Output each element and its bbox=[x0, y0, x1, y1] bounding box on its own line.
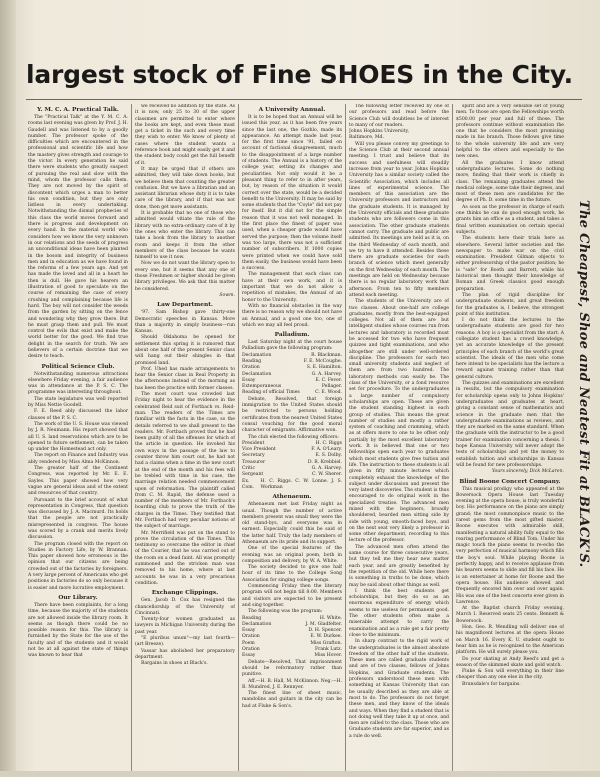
program-person: H. White. bbox=[319, 615, 342, 621]
program-item: Poem bbox=[242, 640, 255, 646]
program-item: Vice President bbox=[242, 447, 276, 453]
program-item: Declamation bbox=[242, 352, 272, 358]
article-paragraph: Aff.—H. B. Hall, M. McKinnon. Neg.—H. B. Mundred, J. E. Rennyer. bbox=[242, 678, 342, 690]
program-item: Sergeant bbox=[242, 472, 264, 478]
program-person: Pellager. bbox=[321, 384, 342, 390]
article-paragraph: This musical prodigy who appeared at the Bowersock Opera House last Tuesday evening at the opera house, is truly wonderful boy. His performance on the piano are simply grand; the most commonplace music to the rarest gems from the most gifted master, Boone executes with admirable skill, manifesting a natural ability fully equal to the rearing performance of Blind Tom. Under his magic touch the piano seems to re-echo the very perfection of musical harmony which fills the boy's soul. While playing Boone is perfectly happy, and to receive applause from his hearers seems to slide and fill his face. He is an entertainer at home for Boone and the opera house. His audience showed and frequently encored him over and over again. His was one of the best concerts ever given in Lawrence. bbox=[456, 486, 564, 605]
article-paragraph: The program closed with the report on Studies in Factory Life, by W. Brannan. This paper showed how erroneous is the opinion that our citizens are being crowded out of the factories by foreigners. A very large percent of Americans who get positions in factories do so only because it is easier and more lucrative employment. bbox=[28, 541, 128, 591]
program-person: E. C. Fever. bbox=[315, 377, 342, 383]
program-item: Essay bbox=[242, 377, 256, 383]
article-paragraph: Vassar has abolished her preparatory department. bbox=[135, 648, 235, 660]
article-paragraph: The following letter received by one of our professors and read before the Science Club will doubtless be of interest to many of our readers. bbox=[349, 104, 449, 128]
program-person: Miss Hover. bbox=[314, 653, 342, 659]
program-person: Miss Grafton. bbox=[310, 640, 342, 646]
article-paragraph: One of the special features of the evening was an original poem, both in composition and delivery, by W. A. White. bbox=[242, 546, 342, 564]
program-person: J. M. Gladfelter. bbox=[305, 621, 342, 627]
article-paragraph: Fluke & Son will everything in their line cheaper than any one else in the city. bbox=[456, 669, 564, 681]
article-headline: Athenaeum. bbox=[272, 494, 312, 501]
article-paragraph: Last Saturday night at the court house Palladium gave the following program: bbox=[242, 340, 342, 352]
side-ad-text: The Cheapest, Shoe and Neatest Fit at BLACK'S. bbox=[576, 200, 591, 568]
program-item: Baltimore, Md. bbox=[349, 135, 384, 141]
program-person: C. W. Sherer. bbox=[312, 472, 342, 478]
article-paragraph: The following was the program: bbox=[248, 609, 323, 615]
article-paragraph: The finest line of sheet music, mandolins and guitars in the city can be had at Fluke & Son's. bbox=[242, 691, 342, 709]
article-signature: Sowm. bbox=[219, 292, 235, 298]
article-paragraph: With no financial obstacles in the way there is no reason why we should not have an Annual, and a good one too, one of which we may all feel proud. bbox=[242, 303, 342, 328]
article-paragraph: Commencing Friday then the literary program will not begin till 8:00. Members and visitors are expected to be present and sing together. bbox=[242, 584, 342, 608]
article-paragraph: Now we do not want the library open to every one, but it seems that any one of those Freshmen or higher should be given library privileges. We ask that this matter be considered. bbox=[135, 261, 235, 292]
article-paragraph: Debate, Resolved, that foreign immigration to the United States should be restricted to persons holding certificates from the nearest United States consul vouching for the good moral character of emigrants. Affirmative won. bbox=[242, 396, 342, 434]
program-item: Essay bbox=[242, 628, 256, 634]
column-1 bbox=[28, 104, 128, 772]
column-3 bbox=[242, 104, 342, 772]
article-paragraph: I think the best students get scholarships, but they do so as an enormous expenditure of energy which seems to me useless for permanent good. The other students often make a miserable attempt to carry the examination and as a rule get a fair pretty close to the minimum. bbox=[349, 588, 449, 638]
program-person: H. C. Riggs bbox=[315, 440, 342, 446]
article-paragraph: F. E. Reed ably discussed the labor clauses of the P. S. C. bbox=[28, 409, 128, 421]
program-item: Ex. Com. bbox=[242, 478, 255, 490]
article-paragraph: Pursuant to the brief account of what representation in Congress, that question was discussed by J. A. Macmurd. Its holds that the people are not practically misrepresented in congress. The house was scored by a crank and merits lively discussion. bbox=[28, 497, 128, 541]
banner-text: largest stock of Fine SHOES in the City. bbox=[26, 60, 573, 89]
column-divider bbox=[452, 104, 453, 772]
column-4 bbox=[349, 104, 449, 772]
article-paragraph: The greater half of the Continent Congress, was reported by Mr. E. E. Sayles. This paper showed how very vague are general ideas and of the extent and resources of that country. bbox=[28, 466, 128, 497]
article-paragraph: The work of the U. S. House was viewed by J. R. Neumann. His report showed that all U. S. land reservations which are to be opened to future settlement, can be taken up under the Homestead act only. bbox=[28, 421, 128, 453]
article-headline: A University Annual. bbox=[258, 107, 326, 113]
article-paragraph: Notwithstanding numerous attractions elsewhere Friday evening, a fair audience was in attendance at the P. S. C. The programme was interesting throughout. bbox=[28, 371, 128, 396]
article-paragraph: Will you please convey my greetings to the Science Club at their second annual meeting. I trust and believe that its success and usefulness will steadily increase from year to year. Johns Hopkins University has a similar society called the Scientific Association, which includes all lines of experimental science. The members of this association are the University professors and instructors and the graduate students. It is managed by the University officials and these graduate students who are followers come in this association. The other graduate students cannot carry. The graduate and public are admitted. Its meetings are held as it is, on the third Wednesday of each month, and we try to have it attended. Besides these there are graduate societies for each branch of science which meet generally on the first Wednesday of each month. The meetings are held on Wednesday because there is no regular laboratory work that afternoon. From ten to fifty members attend each meeting. bbox=[349, 141, 449, 298]
program-person: C. E. Wood. bbox=[315, 390, 342, 396]
program-item: Extemporaneous bbox=[242, 384, 282, 390]
page-binding-edge bbox=[0, 0, 16, 777]
program-item: Oration bbox=[242, 647, 260, 653]
banner-rule bbox=[26, 99, 582, 100]
program-row bbox=[242, 479, 342, 492]
article-paragraph: All the graduates I know attend undergraduate lectures. Some do nothing more, finding that their work is chiefly in class. The remaining graduates attend the medical college, some take their degrees, and most of these men are candidates for the degree of Ph. D. some time in the future. bbox=[456, 160, 564, 204]
column-divider bbox=[131, 104, 132, 772]
article-paragraph: The students of the University are of two classes. About one-half are college graduates, mostly from the best-equipped colleges. Not all of them are but intelligent studies whose courses run from lectures and laboratory is recorded must be accessed for two who have frequent quizzes and tight examinations, and who altogether are still under well-ordered discipline. The professors for each two small university students and neglect of them are from two hundred. The laboratory methods can easily be. The class of the University, or a fond resource set for procedure. To the undergraduates a large number of compulsory scholarships are open. These are given the student standing highest in each group of studies. This means the great number of studies and mostly a rather system of coaching and cramming, which as at offers more to one to be offset only partially by the most excellent laboratory work. It is believed that one or two fellowships open each year to graduates which most students give free tuition and life. The instruction to these students is all given in fifty minute lectures which completely exhaust the knowledge of the subject under discussion and present the very latest discoveries. The student is thus encouraged to do original work in the specialized treatise. The advanced men mixed with the beginners, broadly shouldered, bearded men sitting side by side with young, smooth-faced boys, and on the next seat very likely a professor in some other department, recording to this lecture of the professor. bbox=[349, 299, 449, 544]
program-person: G. A. Harvey. bbox=[311, 466, 342, 472]
article-paragraph: The society decided to give one half hour of its time to the College Song Association for singing college songs. bbox=[242, 565, 342, 583]
side-ad-vertical bbox=[571, 200, 593, 620]
program-person: S. E. Hamilton. bbox=[306, 365, 342, 371]
program-person: E. S. Dolby. bbox=[315, 453, 342, 459]
article-paragraph: The club elected the following officers: bbox=[248, 434, 339, 440]
article-paragraph: Should Oklahoma be opened for settlement this spring it is rumored that about one half of the present Senior class will hang out their shingles in that promised land. bbox=[135, 335, 235, 366]
article-paragraph: Athenaeum met last Friday night as usual. Though the number of active members present was small they were the old stand-bys, and everyone was in earnest. Especially could this be said of the latter half. Truly the lady members of Athenaeum are its pride and its support. bbox=[242, 502, 342, 545]
article-paragraph: The advanced men often attend the same course for three consecutive years, but they tell me they hear new matter each year, and are greatly benefited by the repetition of the old. While here there is something in truths to be done, which may be said about other things as well. bbox=[349, 544, 449, 588]
article-paragraph: "E pluribus unum"—my last fourth— (art Breeze). bbox=[135, 636, 235, 648]
program-item: Oration bbox=[242, 365, 260, 371]
program-item: Essay bbox=[242, 653, 256, 659]
column-2 bbox=[135, 104, 235, 772]
article-paragraph: The moot court was crowded last Friday night to hear the evidence in the celebrated Reid suit of Fortbach vs. Reid-man. The readers of the Times are familiar with the facts in the case, so the details referred to we shall present to the readers. Mr. Fortbach proved that he had been guilty of all the offenses for which of the article in question. He invoked his own ways in the passage of the law to counter throw him court out, he had not had a claims when a time in the new court at the end of the month and his fees will be trebled with time in his case, the marriage relation needed commencement upon of reformation. The plaintiff called from C. M. Rapid, the defense used a number of the members of Mr. Fortbach's boarding club to prove the truth of the charges in the Times. They testified that Mr. Fortbach had very peculiar notions of the subject of marriage. bbox=[135, 392, 235, 530]
column-divider bbox=[238, 104, 239, 772]
article-paragraph: The plan of rigid discipline for undergraduate students, and great freedom for the graduates is, I believe, the strongest point of this institution. bbox=[456, 292, 564, 317]
program-item: Secretary bbox=[242, 453, 265, 459]
article-headline: Palladium. bbox=[274, 332, 310, 339]
article-paragraph: Hon. Geo. R. Wendling will deliver one of his magnificent lectures at the opera House on March 16. Every K. U. student ought to hear him as he is recognized to the American platform. He will surely please you. bbox=[456, 625, 564, 656]
article-paragraph: '97. Sam Bishop gave thirty-one Democratic speeches in Kansas. More than a majority in simply business—run Kansas. bbox=[135, 310, 235, 335]
program-item: Reading of official Times bbox=[242, 390, 300, 396]
program-person: H. C. Riggs. C. W. Lonne. J. S. Workman bbox=[260, 478, 342, 490]
column-divider bbox=[345, 104, 346, 772]
program-item: Oration bbox=[242, 634, 260, 640]
page-bottom-edge bbox=[0, 771, 600, 777]
program-item: Reading bbox=[242, 358, 262, 364]
article-paragraph: spirit and are a very sensible set of young men. To those are open the Fellowships worth $500.00 per year and full of those. The professors continue without examination the one that he considers the most promising made in his branch. Those fellows give time to the whole university life and are very helpful to the others and especially to the new ones. bbox=[456, 104, 564, 160]
article-paragraph: Twenty-four women graduated as lawyers in Michigan University during the past year. bbox=[135, 617, 235, 635]
article-paragraph: The students here their trials here as elsewhere. Several latter societies and the newspaper to make war on the civil examination. President Gilman objects to either professorship of the pastor position; he is "safe" for Booth and Barrett, while his historical men thought their knowledge of Roman and Greek classics good enough preparation. bbox=[456, 236, 564, 292]
article-paragraph: In sharp contrast to the rigid work of the undergraduates is the almost absolute freedom of the other half of the students. These men are called graduate students and are of two classes, fellows of Johns Hopkins, and Graduate students. The professors understood these men with something at Kansas University that can be usually described as they are able at most to do. The professors do not forget these men, and they know of the ideals and ways. When they find a student that is not doing well they take it up at once, and men are called to the class. Those who are Graduate students are far superior, and as a rule do well. bbox=[349, 639, 449, 739]
article-headline: Our Library. bbox=[58, 594, 98, 601]
program-item: Reading bbox=[242, 615, 262, 621]
article-headline: Blind Boone Concert Company. bbox=[459, 478, 561, 485]
shoe-ad-banner bbox=[26, 60, 582, 96]
article-paragraph: The report on Finance and Industry was ably rendered by Miss Alma McKinnon. bbox=[28, 453, 128, 465]
program-person: Frank Lutz. bbox=[314, 647, 342, 653]
article-paragraph: It is probable that no one of those who admitted would vitiate the rule of the library with no extra-ordinary care of it by the ones who enter the library. This can take a book from the library to another room and keeps it from the other members of the class because he wants himself to use it now. bbox=[135, 211, 235, 261]
article-paragraph: Mr. Merrifield was put on the stand to prove the circulation of the Times. This testimony so overcame the editor in chief of the Courier, that he was carried out of the room on a dead faint. All was promptly summoned and the stricken man was removed to his home, where at last accounts he was in a very precarious condition. bbox=[135, 530, 235, 586]
article-headline: Political Science Club. bbox=[41, 363, 115, 370]
article-headline: Exchange Clippings. bbox=[151, 590, 219, 597]
article-paragraph: At the Baptist church Friday evening, March 1. Reserved seats 25 cents. Bennett & Bowersock. bbox=[456, 606, 564, 624]
program-person: D. R. Krebbiel. bbox=[307, 459, 342, 465]
program-row bbox=[242, 390, 342, 396]
program-person: F. E. McCoughe. bbox=[303, 358, 342, 364]
program-person: E. W. Durkee. bbox=[310, 634, 342, 640]
article-paragraph: Bargains in shoes at Black's. bbox=[141, 661, 208, 667]
article-paragraph: There have been complaints, for a long time, because the majority of the students are not allowed inside the library room. It seems as though there could be no possible reason for this. The library is furnished by the State for the use of the faculty and of the students and it would not be at all against the state of things was known to hear that bbox=[28, 602, 128, 659]
article-paragraph: It is to be hoped that an Annual will be issued this year, as it has been five years since the last one, the Gozhlo, made its appearance. An attempt made last year, for the first time since '91, failed on account of factional disagreement, much to the disappointment of a large number of students. The Annual is a history of the college year, setting its changes and peculiarities. Not only would it be a pleasant thing to refer to in after years, but, by reason of the situation it would correct over the state, would be a decided benefit to the University. It may be said by some students that the "Coyle" did not pay for itself. But it did not for the simple reason that it was not well managed. In the first place the finest of paper was used, when a cheaper grade would have served the purpose; then the volume itself was too large, there was not a sufficient number of subscribers. If 1000 copies were printed when we could have sold them easily, the business would have been a success. bbox=[242, 115, 342, 272]
program-item: Declamation bbox=[242, 371, 272, 377]
program-item: Critic bbox=[242, 466, 256, 472]
article-paragraph: Prof. Uhed has made arrangements to hear the Senior class in Real Property in the afternoons instead of the morning as has been the practice with former classes. bbox=[135, 366, 235, 391]
article-paragraph: we received no addition by the state. As it is now, only 25 to 30 of the upper classmen are permitted to enter where the books are kept, and even these must get a ticket in the such and every time they wish to enter. We know of plenty of cases where the student wants a reference book and might easily get it and the student body could get the full benefit of it. bbox=[135, 104, 235, 166]
article-headline: Law Department. bbox=[157, 302, 213, 309]
article-signature: Yours sincerely, Dick McLaren. bbox=[491, 469, 564, 475]
article-paragraph: The state legislature was well reported by Miss Nettie Goodell. bbox=[28, 396, 128, 409]
program-person: F. A. O'Leary. bbox=[311, 447, 342, 453]
article-paragraph: It may be urged that if others are admitted, they will take down books, but we believe them that counting the greater confusion. But we have a librarian and an assistant librarian whose duty it is to take care of the library, and if that was not done, then get more assistants. bbox=[135, 166, 235, 210]
program-item: Johns Hopkins University, bbox=[349, 129, 410, 135]
article-paragraph: Gen. Jacob D. Cox has resigned the chancellorship of the University of Cincinnati. bbox=[135, 598, 235, 616]
program-person: D. H. Spencer. bbox=[308, 628, 342, 634]
article-paragraph: Debate—Resolved, That imprisonment should be reformatory rather than punitive. bbox=[242, 659, 342, 678]
article-paragraph: The quizzes and examinations are excellent in results, but the compulsory examination for scholarship opens only to Johns Hopkins' undergraduates and graduates at heart, giving a constant sense of mathematics and science in the graduate men that the undergraduate examinations as reviews, and they are marked on the same standard. When the graduate with the instructor to be a good trainer for examination concerning a thesis. I hope Kansas University will never adopt the tests of scholarships and yet the money to establish tuition and scholarships in Kansas will be found for new professorships. bbox=[456, 381, 564, 468]
article-paragraph: The management that each class can have at their own work, and it is important that we do not allow a repetition of mistakes, the Annual of an honor to the University. bbox=[242, 272, 342, 303]
article-paragraph: I do not think the lectures to the undergraduate students are good for two reasons: A boy is a specialist from the start. A collegiate student has a crowd knowledge, yet an accurate knowledge of the present principles of each branch of the world's great scientist. The ideals of the men who come here intend to be specialists has the lecture a reward against training rather than that general culture. bbox=[456, 318, 564, 380]
article-paragraph: Do your skating at Andy Reed's and get a season of the skimmed skate and gold watch. bbox=[456, 656, 564, 668]
article-paragraph: As soon as the professor in charge of each one thinks he can do good enough work, he grants him an office as a student, and takes a final written examination on certain special subjects. bbox=[456, 204, 564, 235]
program-person: R. Blackman. bbox=[311, 352, 342, 358]
program-person: G. A. Harvey. bbox=[311, 371, 342, 377]
column-5 bbox=[456, 104, 564, 772]
program-item: President bbox=[242, 440, 265, 446]
article-paragraph: The "Practical Talk" at the Y. M. C. A. rooms last evening was given by Prof. J. H. Gaudell and was listened to by a goodly number. The professor spoke of the difficulties which are encountered in the professional and scientific life and how the mastery gives strength and courage to the victor. In every generation he said there were students who greatly suspect of pursuing the real and slow with the mind, whom the professor calls them. They are not moved by the spirit of discontent which urges a man to better his own condition, but they are only listless in every undertaking. Notwithstanding the dismal prophecies of this class the world moves forward and there is progress and development on every hand. In the material world who considers how we know the very unknown in our relations and the seeds of progress an unconditional ideas have been planted in the bosom and integrity of business men and in education as we have found in the reforms of a few years ago. And yet has made the loved and all in a heart he then is dull. He gave his hearers an illustration of good to speculate on the course of remaining the case of every crushing and complaining because life is hard. The boy will not consider the weeds from the garden by sitting on the fence and wondering why they grow there. But he must grasp them and pull. We must control the evils that exist and make the world better for the good. We find true delight in the search for truth. We are believers of a certain doctrine that we desire to teach. bbox=[28, 115, 128, 360]
article-headline: Y. M. C. A. Practical Talk. bbox=[37, 107, 119, 113]
article-paragraph: Brunsdale's for bargains. bbox=[462, 681, 521, 687]
program-item: Declamation bbox=[242, 621, 272, 627]
program-item: Treasurer bbox=[242, 459, 266, 465]
